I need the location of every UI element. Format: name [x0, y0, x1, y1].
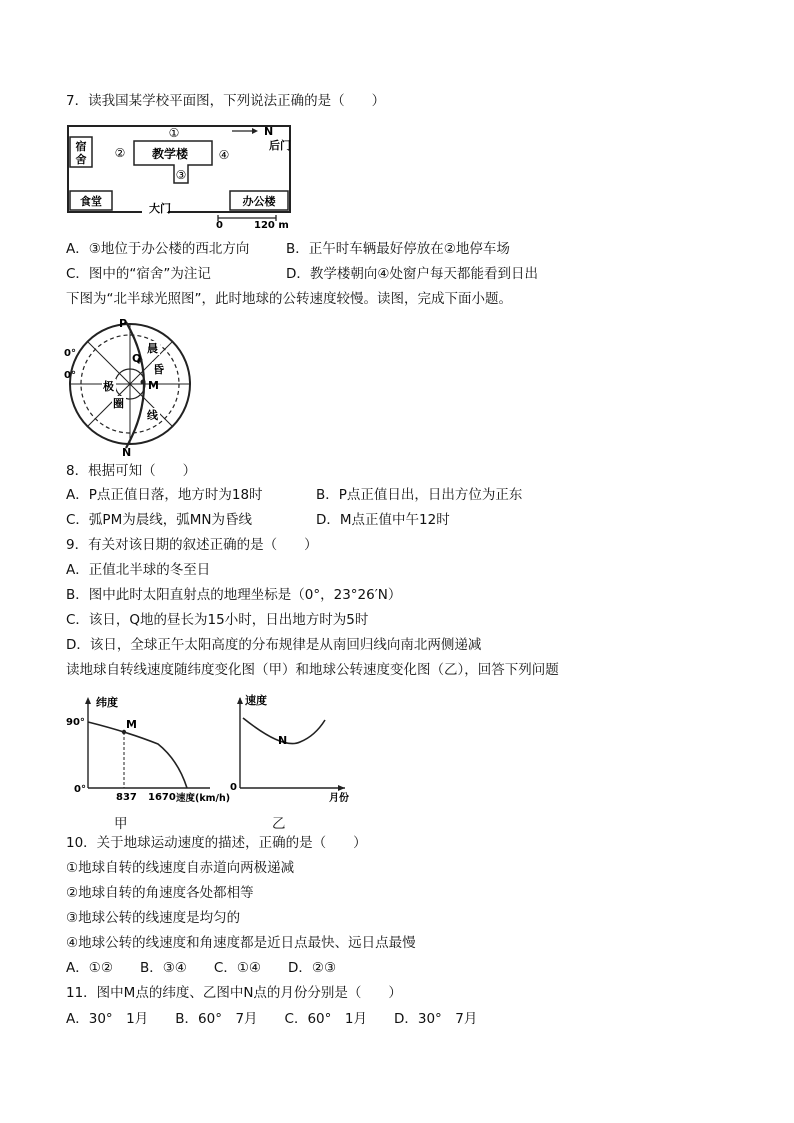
q10-statement-3: ③地球公转的线速度是均匀的	[66, 910, 241, 926]
q7-option-b[interactable]: B．正午时车辆最好停放在②地停车场	[286, 241, 510, 257]
q8-stem: 8．根据可知（ ）	[66, 463, 197, 479]
point-N: N	[122, 446, 132, 458]
q8-option-d[interactable]: D．M点正值中午12时	[316, 512, 450, 528]
marker-3: ③	[175, 168, 187, 182]
north-label: N	[264, 125, 274, 138]
dorm-label-2: 舍	[75, 153, 87, 166]
q11-options[interactable]: A．30° 1月 B．60° 7月 C．60° 1月 D．30° 7月	[66, 1011, 478, 1027]
q10-stem: 10．关于地球运动速度的描述，正确的是（ ）	[66, 835, 367, 851]
marker-4: ④	[218, 148, 230, 162]
teaching-label: 教学楼	[151, 147, 189, 161]
point-Q: Q	[132, 352, 142, 365]
q10-statement-2: ②地球自转的角速度各处都相等	[66, 885, 254, 901]
q10-options[interactable]: A．①② B．③④ C．①④ D．②③	[66, 960, 337, 976]
jia-point-label: M	[126, 718, 137, 731]
yi-xlabel: 月份	[329, 793, 349, 804]
lat-label-1: 0°	[64, 348, 76, 359]
point-P: P	[119, 317, 128, 330]
revolution-speed-vs-month-chart	[225, 690, 365, 808]
office-label: 办公楼	[242, 195, 276, 208]
jia-curve	[88, 722, 187, 788]
point-M: M	[148, 379, 159, 392]
q8-option-b[interactable]: B．P点正值日出，日出方位为正东	[316, 487, 523, 503]
yi-point-label: N	[278, 734, 288, 747]
yi-y0: 0	[230, 782, 237, 793]
q10-intro: 读地球自转线速度随纬度变化图（甲）和地球公转速度变化图（乙），回答下列问题	[66, 662, 559, 678]
q11-stem: 11．图中M点的纬度、乙图中N点的月份分别是（ ）	[66, 985, 402, 1001]
q8-intro: 下图为“北半球光照图”，此时地球的公转速度较慢。读图，完成下面小题。	[66, 291, 512, 307]
q8-option-c[interactable]: C．弧PM为晨线，弧MN为昏线	[66, 512, 252, 528]
northern-hemisphere-illumination-diagram	[60, 312, 200, 458]
jia-x837: 837	[116, 792, 137, 803]
q7-stem: 7．读我国某学校平面图，下列说法正确的是（ ）	[66, 93, 386, 109]
q8-option-a[interactable]: A．P点正值日落，地方时为18时	[66, 487, 263, 503]
jia-xlabel: 速度(km/h)	[176, 793, 230, 804]
chen-label: 晨	[147, 342, 158, 355]
rotation-speed-vs-latitude-chart	[60, 692, 230, 810]
q10-statement-1: ①地球自转的线速度自赤道向两极递减	[66, 860, 295, 876]
dorm-label-1: 宿	[75, 140, 87, 153]
jia-x1670: 1670	[148, 792, 176, 803]
q9-option-d[interactable]: D．该日，全球正午太阳高度的分布规律是从南回归线向南北两侧递减	[66, 637, 482, 653]
xian-label: 线	[147, 409, 158, 422]
q7-option-a[interactable]: A．③地位于办公楼的西北方向	[66, 241, 250, 257]
scale-value: 120 m	[254, 220, 289, 229]
marker-1: ①	[168, 126, 180, 140]
lat-label-2: 0°	[64, 370, 76, 381]
gate-label: 大门	[149, 202, 171, 215]
q7-option-c[interactable]: C．图中的“宿舍”为注记	[66, 266, 211, 282]
ji-label: 极	[103, 380, 114, 393]
scale-zero: 0	[216, 220, 223, 229]
q9-stem: 9．有关对该日期的叙述正确的是（ ）	[66, 537, 318, 553]
canteen-label: 食堂	[80, 195, 102, 208]
jia-y90: 90°	[66, 717, 85, 728]
q10-statement-4: ④地球公转的线速度和角速度都是近日点最快、远日点最慢	[66, 935, 416, 951]
yi-caption: 乙	[272, 816, 286, 832]
jia-caption: 甲	[114, 816, 128, 832]
q9-option-c[interactable]: C．该日，Q地的昼长为15小时，日出地方时为5时	[66, 612, 369, 628]
jia-ylabel: 纬度	[96, 696, 118, 709]
q9-option-b[interactable]: B．图中此时太阳直射点的地理坐标是（0°，23°26′N）	[66, 587, 402, 603]
q9-option-a[interactable]: A．正值北半球的冬至日	[66, 562, 211, 578]
q7-option-d[interactable]: D．教学楼朝向④处窗户每天都能看到日出	[286, 266, 538, 282]
yi-ylabel: 速度	[245, 694, 267, 707]
quan-label: 圈	[113, 397, 124, 410]
jia-y0: 0°	[74, 784, 86, 795]
school-plan-map	[66, 121, 296, 229]
hun-label: 昏	[153, 363, 164, 376]
marker-2: ②	[114, 146, 126, 160]
back-gate-label: 后门	[269, 139, 291, 152]
